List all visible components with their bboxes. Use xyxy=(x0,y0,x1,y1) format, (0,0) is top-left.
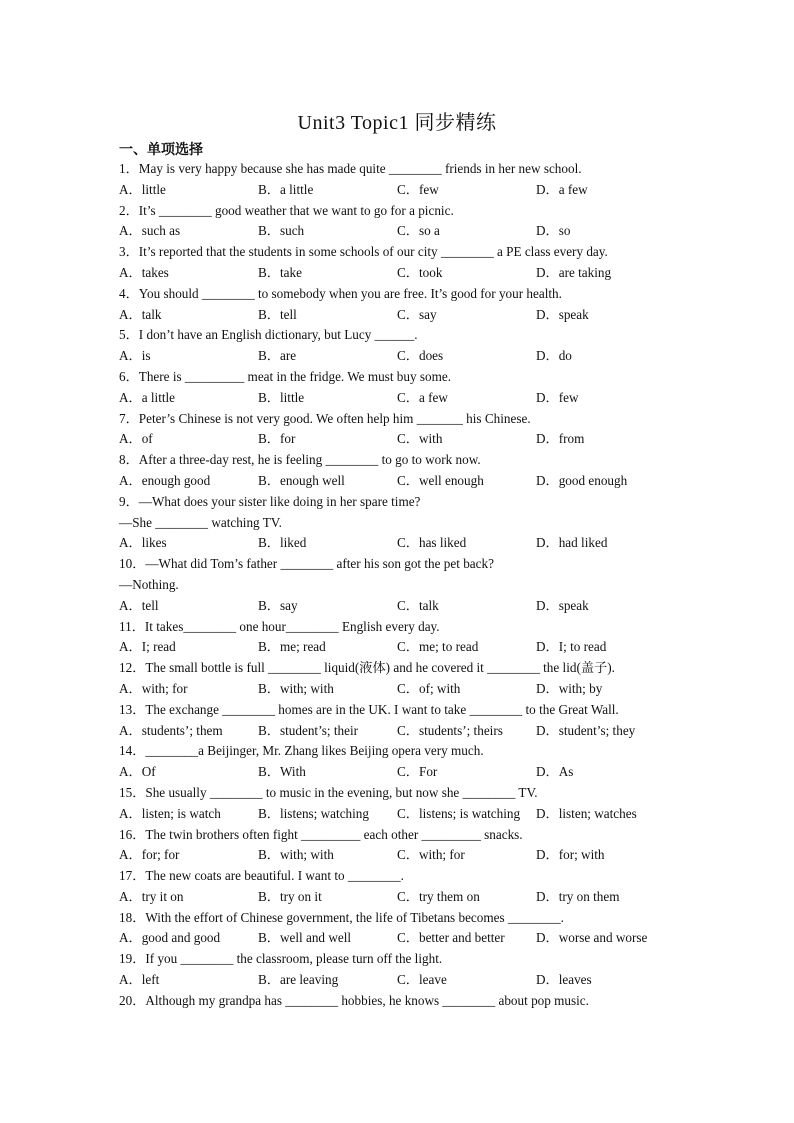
question-stem: 3．It’s reported that the students in some schools of our city ________ a PE class every day. xyxy=(119,244,608,260)
answer-option: C．of; with xyxy=(397,680,461,696)
answer-option: C．well enough xyxy=(397,472,484,488)
answer-option: C．has liked xyxy=(397,535,467,551)
answer-option: C．took xyxy=(397,264,443,280)
question-item xyxy=(119,242,679,284)
option-row xyxy=(119,970,679,991)
answer-option: D．As xyxy=(536,764,574,780)
question-item xyxy=(119,949,679,991)
answer-option: C．few xyxy=(397,181,439,197)
answer-option: B．say xyxy=(258,597,298,613)
answer-option: D．had liked xyxy=(536,535,608,551)
answer-option: A．a little xyxy=(119,389,176,405)
answer-option: A．listen; is watch xyxy=(119,805,221,821)
question-stem: 19．If you ________ the classroom, please turn off the light. xyxy=(119,951,443,967)
answer-option: D．I; to read xyxy=(536,639,607,655)
answer-option: D．are taking xyxy=(536,264,612,280)
answer-option: A．left xyxy=(119,972,160,988)
question-stem: 5．I don’t have an English dictionary, but Lucy ______. xyxy=(119,327,418,343)
answer-option: C．a few xyxy=(397,389,448,405)
question-stem: 18．With the effort of Chinese government, the life of Tibetans becomes ________. xyxy=(119,909,564,925)
question-stem: 7．Peter’s Chinese is not very good. We often help him _______ his Chinese. xyxy=(119,410,531,426)
answer-option: D．for; with xyxy=(536,847,605,863)
answer-option: B．tell xyxy=(258,306,297,322)
question-item xyxy=(119,409,679,451)
answer-option: C．with xyxy=(397,431,443,447)
question-stem: 1．May is very happy because she has made quite ________ friends in her new school. xyxy=(119,161,582,176)
answer-option: D．with; by xyxy=(536,680,603,696)
answer-option: A．enough good xyxy=(119,472,211,488)
option-row xyxy=(119,471,679,492)
question-item xyxy=(119,908,679,950)
question-stem: 12．The small bottle is full ________ liquid(液体) and he covered it ________ the lid(盖子). xyxy=(119,660,615,676)
question-stem: 20．Although my grandpa has ________ hobbies, he knows ________ about pop music. xyxy=(119,992,589,1008)
answer-option: B．student’s; their xyxy=(258,722,359,738)
answer-option: B．with; with xyxy=(258,680,334,696)
answer-option: C．listens; is watching xyxy=(397,805,521,821)
answer-option: A．talk xyxy=(119,306,162,322)
option-row xyxy=(119,679,679,700)
question-item xyxy=(119,201,679,243)
answer-option: C．students’; theirs xyxy=(397,722,503,738)
question-stem: 11．It takes________ one hour________ English every day. xyxy=(119,618,440,634)
option-row xyxy=(119,637,679,658)
answer-option: A．such as xyxy=(119,223,181,239)
option-row xyxy=(119,596,679,617)
answer-option: D．student’s; they xyxy=(536,722,636,738)
answer-option: D．listen; watches xyxy=(536,805,637,821)
option-row xyxy=(119,533,679,554)
answer-option: D．leaves xyxy=(536,972,592,988)
question-stem: 8．After a three-day rest, he is feeling ________ to go to work now. xyxy=(119,452,481,468)
answer-option: A．little xyxy=(119,181,166,197)
option-row xyxy=(119,928,679,949)
question-list xyxy=(119,159,679,1012)
answer-option: D．good enough xyxy=(536,472,628,488)
answer-option: C．say xyxy=(397,306,437,322)
answer-option: B．such xyxy=(258,223,305,239)
option-row xyxy=(119,388,679,409)
option-row xyxy=(119,180,679,201)
answer-option: D．speak xyxy=(536,597,589,613)
answer-option: D．do xyxy=(536,348,572,364)
question-item xyxy=(119,741,679,783)
option-row xyxy=(119,762,679,783)
answer-option: A．good and good xyxy=(119,930,221,946)
question-stem: 13．The exchange ________ homes are in the UK. I want to take ________ to the Great Wall. xyxy=(119,701,619,717)
answer-option: A．I; read xyxy=(119,639,176,655)
answer-option: B．With xyxy=(258,764,306,780)
question-item xyxy=(119,159,679,201)
answer-option: B．enough well xyxy=(258,472,345,488)
answer-option: C．me; to read xyxy=(397,639,479,655)
option-row xyxy=(119,887,679,908)
option-row xyxy=(119,263,679,284)
answer-option: D．speak xyxy=(536,306,589,322)
answer-option: A．Of xyxy=(119,764,156,780)
answer-option: C．try them on xyxy=(397,888,480,904)
answer-option: D．a few xyxy=(536,181,588,197)
question-item xyxy=(119,783,679,825)
answer-option: B．well and well xyxy=(258,930,352,946)
answer-option: B．try on it xyxy=(258,888,322,904)
answer-option: B．a little xyxy=(258,181,314,197)
question-item xyxy=(119,284,679,326)
question-item xyxy=(119,991,679,1012)
question-stem: 9．—What does your sister like doing in her spare time? xyxy=(119,493,421,509)
question-stem: 17．The new coats are beautiful. I want to ________. xyxy=(119,868,404,884)
answer-option: D．try on them xyxy=(536,888,620,904)
answer-option: B．for xyxy=(258,431,296,447)
answer-option: B．with; with xyxy=(258,847,334,863)
answer-option: D．from xyxy=(536,431,585,447)
answer-option: B．little xyxy=(258,389,305,405)
option-row xyxy=(119,346,679,367)
answer-option: A．likes xyxy=(119,535,167,551)
option-row xyxy=(119,804,679,825)
question-dialogue-line: —Nothing. xyxy=(119,576,179,592)
answer-option: A．students’; them xyxy=(119,722,223,738)
answer-option: D．so xyxy=(536,223,571,239)
answer-option: A．takes xyxy=(119,264,169,280)
option-row xyxy=(119,305,679,326)
question-item xyxy=(119,825,679,867)
question-item xyxy=(119,554,679,616)
option-row xyxy=(119,429,679,450)
question-dialogue-line: —She ________ watching TV. xyxy=(119,514,282,530)
page-title: Unit3 Topic1 同步精练 xyxy=(297,112,497,134)
answer-option: A．try it on xyxy=(119,888,184,904)
answer-option: B．are xyxy=(258,348,297,364)
question-stem: 4．You should ________ to somebody when you are free. It’s good for your health. xyxy=(119,285,562,301)
question-item xyxy=(119,450,679,492)
question-stem: 6．There is _________ meat in the fridge. We must buy some. xyxy=(119,368,451,384)
question-stem: 16．The twin brothers often fight _________ each other _________ snacks. xyxy=(119,826,523,842)
answer-option: A．for; for xyxy=(119,847,180,863)
answer-option: C．so a xyxy=(397,223,440,239)
question-item xyxy=(119,700,679,742)
answer-option: C．For xyxy=(397,764,438,780)
answer-option: D．worse and worse xyxy=(536,930,648,946)
answer-option: B．listens; watching xyxy=(258,805,369,821)
question-item xyxy=(119,367,679,409)
answer-option: A．of xyxy=(119,431,153,447)
question-stem: 10．—What did Tom’s father ________ after his son got the pet back? xyxy=(119,556,494,572)
answer-option: B．liked xyxy=(258,535,307,551)
question-item xyxy=(119,325,679,367)
answer-option: A．is xyxy=(119,348,151,364)
answer-option: C．leave xyxy=(397,972,447,988)
question-item xyxy=(119,866,679,908)
answer-option: B．me; read xyxy=(258,639,326,655)
answer-option: C．does xyxy=(397,348,444,364)
answer-option: B．take xyxy=(258,264,302,280)
answer-option: C．with; for xyxy=(397,847,465,863)
option-row xyxy=(119,845,679,866)
answer-option: A．tell xyxy=(119,597,159,613)
question-stem: 15．She usually ________ to music in the evening, but now she ________ TV. xyxy=(119,784,538,800)
question-item xyxy=(119,658,679,700)
question-stem: 2．It’s ________ good weather that we want to go for a picnic. xyxy=(119,202,454,218)
answer-option: C．better and better xyxy=(397,930,505,946)
answer-option: A．with; for xyxy=(119,680,188,696)
option-row xyxy=(119,221,679,242)
option-row xyxy=(119,721,679,742)
answer-option: B．are leaving xyxy=(258,972,339,988)
question-item xyxy=(119,617,679,659)
question-stem: 14．________a Beijinger, Mr. Zhang likes Beijing opera very much. xyxy=(119,743,484,759)
question-item xyxy=(119,492,679,554)
answer-option: D．few xyxy=(536,389,579,405)
answer-option: C．talk xyxy=(397,597,439,613)
section-heading: 一、单项选择 xyxy=(119,143,203,158)
